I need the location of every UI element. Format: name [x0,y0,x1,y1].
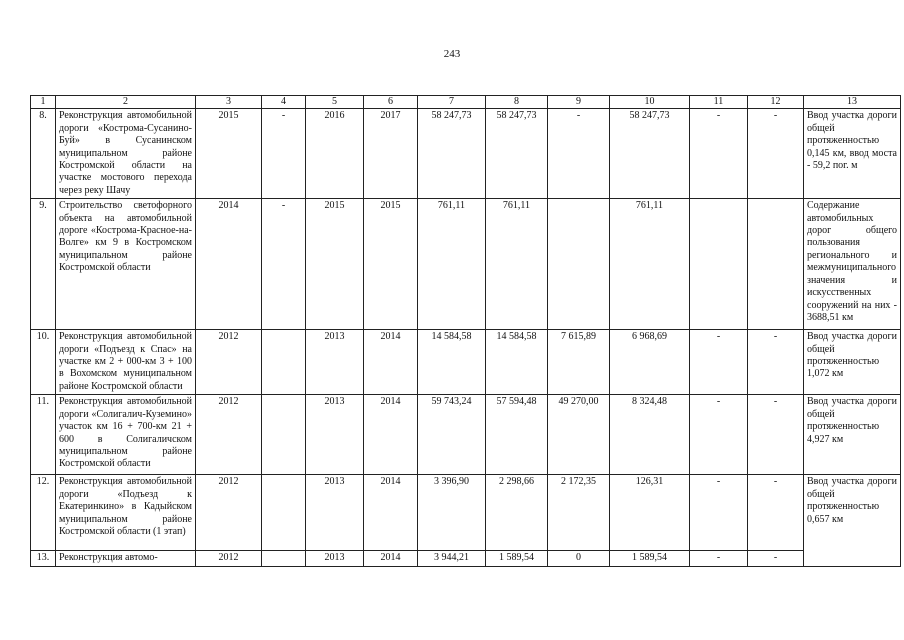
column-header: 2 [56,96,196,109]
cell-col-12: - [748,395,804,475]
row-number: 12. [31,475,56,551]
result-description: Ввод участка дороги общей протяженностью 0,145 км, ввод моста - 59,2 пог. м [804,109,901,199]
column-header: 5 [306,96,364,109]
cell-col-5: 2013 [306,330,364,395]
column-header: 7 [418,96,486,109]
project-name: Реконструкция автомобильной дороги «Подъезд к Спас» на участке км 2 + 000-км 3 + 100 в Вохомском муниципальном районе Костромской области [56,330,196,395]
cell-col-3: 2014 [196,199,262,330]
cell-col-3: 2012 [196,395,262,475]
cell-col-8: 2 298,66 [486,475,548,551]
cell-col-9: 49 270,00 [548,395,610,475]
cell-col-6: 2014 [364,551,418,566]
cell-col-11: - [690,551,748,566]
cell-col-10: 58 247,73 [610,109,690,199]
cell-col-3: 2015 [196,109,262,199]
cell-col-4: - [262,109,306,199]
column-header: 9 [548,96,610,109]
cell-col-7: 58 247,73 [418,109,486,199]
cell-col-7: 59 743,24 [418,395,486,475]
cell-col-5: 2016 [306,109,364,199]
cell-col-11: - [690,475,748,551]
cell-col-7: 3 944,21 [418,551,486,566]
cell-col-10: 8 324,48 [610,395,690,475]
cell-col-7: 3 396,90 [418,475,486,551]
cell-col-6: 2015 [364,199,418,330]
cell-col-12: - [748,551,804,566]
row-number: 9. [31,199,56,330]
cell-col-11 [690,199,748,330]
cell-col-5: 2013 [306,475,364,551]
result-description: Ввод участка дороги общей протяженностью 4,927 км [804,395,901,475]
project-name: Реконструкция автомобильной дороги «Солигалич-Куземино» участок км 16 + 700-км 21 + 600 в Солигаличском муниципальном районе Костромской области [56,395,196,475]
cell-col-10: 6 968,69 [610,330,690,395]
cell-col-12: - [748,109,804,199]
cell-col-11: - [690,330,748,395]
cell-col-9: 2 172,35 [548,475,610,551]
table-row [31,330,901,395]
project-name: Реконструкция автомобильной дороги «Подъезд к Екатеринкино» в Кадыйском муниципальном районе Костромской области (1 этап) [56,475,196,551]
cell-col-3: 2012 [196,475,262,551]
column-header: 1 [31,96,56,109]
cell-col-6: 2014 [364,395,418,475]
table-row [31,395,901,475]
cell-col-8: 57 594,48 [486,395,548,475]
cell-col-9: - [548,109,610,199]
cell-col-12: - [748,475,804,551]
cell-col-9: 7 615,89 [548,330,610,395]
cell-col-4 [262,330,306,395]
row-number: 8. [31,109,56,199]
cell-col-8: 761,11 [486,199,548,330]
project-name: Строительство светофорного объекта на автомобильной дороге «Кострома-Красное-на-Волге» км 9 в Костромском муниципальном районе Костромской области [56,199,196,330]
cell-col-10: 761,11 [610,199,690,330]
table-row [31,199,901,330]
result-description: Содержание автомобильных дорог общего пользования регионального и межмуниципального значения и искусственных сооружений на них - 3688,51 км [804,199,901,330]
cell-col-9: 0 [548,551,610,566]
column-header: 13 [804,96,901,109]
column-header: 12 [748,96,804,109]
cell-col-11: - [690,109,748,199]
cell-col-4: - [262,199,306,330]
column-header: 3 [196,96,262,109]
row-number: 10. [31,330,56,395]
column-header: 4 [262,96,306,109]
row-number: 11. [31,395,56,475]
cell-col-6: 2014 [364,475,418,551]
column-number-row [31,96,901,109]
cell-col-7: 761,11 [418,199,486,330]
page-number: 243 [443,48,461,60]
column-header: 8 [486,96,548,109]
column-header: 11 [690,96,748,109]
cell-col-8: 1 589,54 [486,551,548,566]
result-description: Ввод участка дороги общей протяженностью 0,657 км [804,475,901,566]
cell-col-5: 2013 [306,551,364,566]
table-row [31,551,901,566]
cell-col-12: - [748,330,804,395]
cell-col-3: 2012 [196,330,262,395]
cell-col-9 [548,199,610,330]
cell-col-5: 2013 [306,395,364,475]
cell-col-8: 58 247,73 [486,109,548,199]
cell-col-4 [262,475,306,551]
cell-col-6: 2017 [364,109,418,199]
cell-col-5: 2015 [306,199,364,330]
cell-col-7: 14 584,58 [418,330,486,395]
cell-col-10: 126,31 [610,475,690,551]
cell-col-11: - [690,395,748,475]
cell-col-3: 2012 [196,551,262,566]
cell-col-12 [748,199,804,330]
row-number: 13. [31,551,56,566]
cell-col-8: 14 584,58 [486,330,548,395]
cell-col-10: 1 589,54 [610,551,690,566]
result-description: Ввод участка дороги общей протяженностью 1,072 км [804,330,901,395]
cell-col-4 [262,551,306,566]
program-table [30,95,901,567]
column-header: 10 [610,96,690,109]
project-name: Реконструкция автомобильной дороги «Кострома-Сусанино-Буй» в Сусанинском муниципальном районе Костромской области на участке мостового перехода через реку Шачу [56,109,196,199]
project-name: Реконструкция автомо- [56,551,196,566]
table-row [31,475,901,551]
cell-col-4 [262,395,306,475]
cell-col-6: 2014 [364,330,418,395]
column-header: 6 [364,96,418,109]
table-row [31,109,901,199]
